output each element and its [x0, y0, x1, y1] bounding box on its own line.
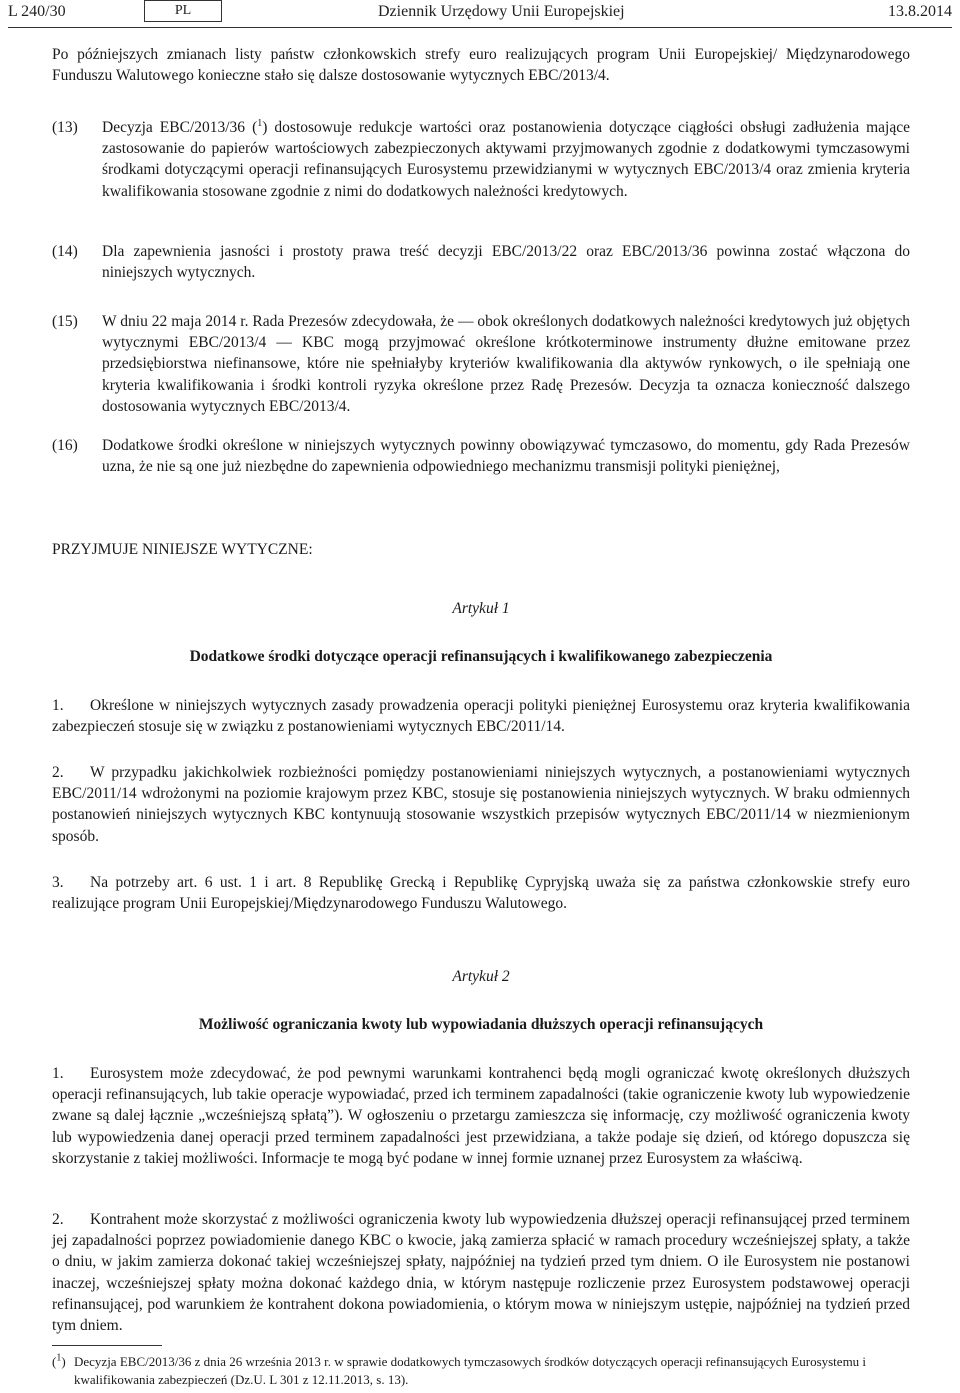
article-2-para-1 [52, 1063, 910, 1169]
para-text: Na potrzeby art. 6 ust. 1 i art. 8 Republikę Grecką i Republikę Cypryjską uważa się za państwa członkowskie strefy euro realizujące program Unii Europejskiej/Międzynarodowego Funduszu Walutowego. [52, 874, 910, 913]
footnote-ref[interactable]: 1 [257, 117, 263, 129]
article-1-title: Dodatkowe środki dotyczące operacji refinansujących i kwalifikowanego zabezpieczenia [189, 648, 773, 665]
para-text: W przypadku jakichkolwiek rozbieżności pomiędzy postanowieniami niniejszych wytycznych, a postanowieniami wytycznych EBC/2011/14 wdrożonymi na poziomie krajowym przez KBC, stosuje się postanowienia niniejszych wytycznych. W braku odmiennych postanowień niniejszych wytycznych KBC kontynuują stosowanie wszystkich przepisów wytycznych EBC/2011/14 w niezmienionym sposób. [52, 764, 910, 845]
article-1-para-2 [52, 762, 910, 847]
journal-title: Dziennik Urzędowy Unii Europejskiej [378, 3, 625, 20]
intro-paragraph [52, 44, 910, 86]
article-2-para-2 [52, 1209, 910, 1336]
footnote-number: 1 [56, 1352, 62, 1364]
recital-number: (14) [52, 243, 78, 260]
para-number: 3. [52, 874, 64, 891]
recital-number: (13) [52, 119, 78, 136]
footnote-marker: ($^1$) [52, 1352, 66, 1369]
adoption-formula: PRZYJMUJE NINIEJSZE WYTYCZNE: [52, 541, 313, 558]
article-2-label: Artykuł 2 [452, 968, 510, 985]
recital-text-part: ) dostosowuje redukcje wartości oraz postanowienia dotyczące ciągłości obsługi zadłużenia mające zastosowanie do papierów wartościowych zabezpieczonych aktywami przyjmowanych zgodnie z dodatkowymi tymczasowymi środkami dotyczącymi operacji refinansujących Eurosystemu przewidzianymi w wytycznych EBC/2013/4 oraz zmienia kryteria kwalifikowania stosowane zgodnie z nimi do dodatkowych należności kredytowych. [102, 119, 910, 200]
recital-text [102, 117, 910, 202]
recital-13 [52, 117, 910, 202]
intro-text: Po późniejszych zmianach listy państw członkowskich strefy euro realizujących program Unii Europejskiej/ Międzynarodowego Funduszu Walutowego konieczne stało się dalsze dostosowanie wytycznych EBC/2013/4. [52, 46, 910, 85]
footnote-text: Decyzja EBC/2013/36 z dnia 26 września 2013 r. w sprawie dodatkowych tymczasowych środków dotyczących operacji refinansujących Eurosystemu i kwalifikowania zabezpieczeń (Dz.U. L 301 z 12.11.2013, s. 13). [74, 1354, 867, 1387]
article-2-title: Możliwość ograniczania kwoty lub wypowiadania dłuższych operacji refinansujących [198, 1016, 764, 1033]
article-1-para-3 [52, 872, 910, 914]
recital-number: (15) [52, 313, 78, 330]
footnote-divider [52, 1345, 162, 1346]
recital-text: W dniu 22 maja 2014 r. Rada Prezesów zdecydowała, że — obok określonych dodatkowych należności kredytowych już objętych wytycznymi EBC/2013/4 — KBC mogą przyjmować określone krótkoterminowe instrumenty dłużne emitowane przez przedsiębiorstwa niefinansowe, które nie spełniałyby kryteriów kwalifikowania dla aktywów rynkowych, o ile spełniają one kryteria kwalifikowania i środki kontroli ryzyka określone przez Radę Prezesów. Decyzja ta oznacza konieczność dalszego dostosowania wytycznych EBC/2013/4. [102, 313, 910, 415]
footnote [52, 1353, 910, 1389]
header-divider [8, 27, 952, 28]
para-number: 1. [52, 1065, 64, 1082]
recital-text-part: Decyzja EBC/2013/36 ( [102, 119, 258, 136]
language-badge: PL [144, 0, 222, 22]
page-number: L 240/30 [8, 3, 66, 20]
recital-text: Dodatkowe środki określone w niniejszych wytycznych powinny obowiązywać tymczasowo, do momentu, gdy Rada Prezesów uzna, że nie są one już niezbędne do zapewnienia odpowiedniego mechanizmu transmisji polityki pieniężnej, [102, 437, 910, 476]
recital-14 [52, 241, 910, 283]
para-text: Kontrahent może skorzystać z możliwości ograniczenia kwoty lub wypowiedzenia dłuższej operacji refinansującej przed terminem jej zapadalności poprzez powiadomienie danego KBC o kwocie, jaką zamierza spłacić w ramach procedury wcześniejszej spłaty, a także o dniu, w jakim zamierza dokonać takiej wcześniejszej spłaty, najpóźniej na tydzień przed tym dniem. O ile Eurosystem nie postanowi inaczej, wcześniejszej spłaty można dokonać każdego dnia, w którym następuje rozliczenie przez Eurosystem podstawowej operacji refinansującej, pod warunkiem że kontrahent dokona powiadomienia, o którym mowa w niniejszym ustępie, najpóźniej na tydzień przed tym dniem. [52, 1211, 910, 1335]
para-text: Eurosystem może zdecydować, że pod pewnymi warunkami kontrahenci będą mogli ograniczać kwotę określonych dłuższych operacji refinansujących, lub takie operacje wypowiadać, przed ich terminem zapadalności (takie ograniczenie kwoty lub wypowiedzenie zwane są dalej łącznie „wcześniejszą spłatą”). W ogłoszeniu o przetargu zamieszcza się informację, czy możliwość ograniczenia kwoty lub wypowiedzenia danej operacji przed terminem zapadalności jest przewidziana, a także podaje się dzień, od którego dopuszcza się skorzystanie z takiej możliwości. Informacje te mogą być podane w innej formie uznanej przez Eurosystem za właściwą. [52, 1065, 910, 1167]
page-header [8, 0, 952, 28]
article-1-label: Artykuł 1 [452, 600, 510, 617]
para-text: Określone w niniejszych wytycznych zasady prowadzenia operacji polityki pieniężnej Eurosystemu oraz kryteria kwalifikowania zabezpieczeń stosuje się w związku z postanowieniami wytycznych EBC/2011/14. [52, 697, 910, 736]
recital-number: (16) [52, 437, 78, 454]
recital-text: Dla zapewnienia jasności i prostoty prawa treść decyzji EBC/2013/22 oraz EBC/2013/36 powinna zostać włączona do niniejszych wytycznych. [102, 243, 910, 282]
article-1-para-1 [52, 695, 910, 737]
recital-15 [52, 311, 910, 417]
recital-16 [52, 435, 910, 477]
para-number: 2. [52, 764, 64, 781]
publication-date: 13.8.2014 [888, 3, 952, 20]
para-number: 2. [52, 1211, 64, 1228]
para-number: 1. [52, 697, 64, 714]
